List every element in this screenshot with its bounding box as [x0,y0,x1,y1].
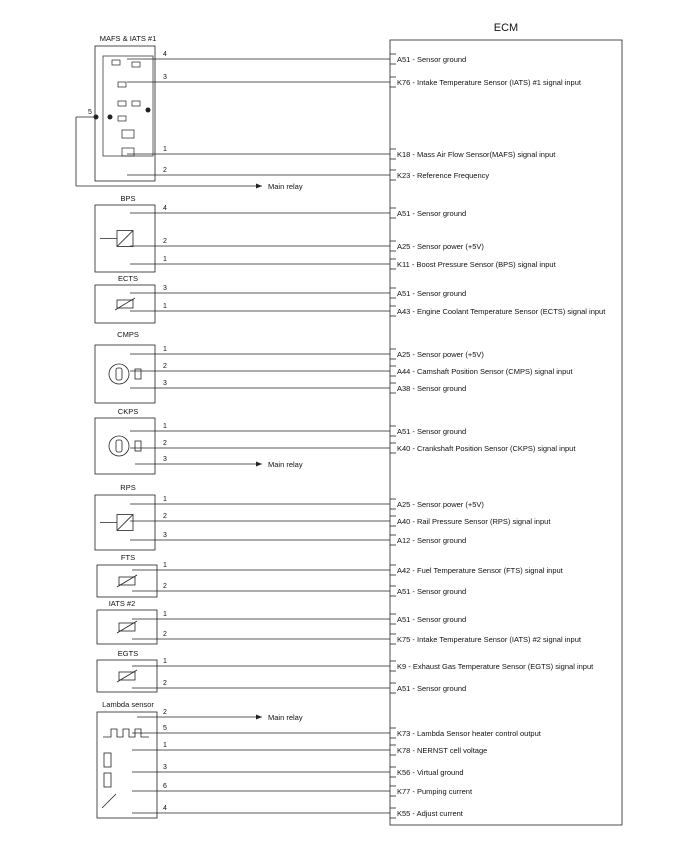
ecm-signal-label: K77 - Pumping current [397,787,473,796]
pin-number: 2 [163,583,167,590]
pin-number: 1 [163,346,167,353]
ecm-signal-label: A51 - Sensor ground [397,289,467,298]
pin-number: 3 [163,764,167,771]
ecm-signal-label: A25 - Sensor power (+5V) [397,242,484,251]
ecm-signal-label: A12 - Sensor ground [397,536,467,545]
pin-number: 1 [163,742,167,749]
ecm-signal-label: K23 - Reference Frequency [397,171,490,180]
sensor-label: ECTS [117,274,139,283]
sensor-label: MAFS & IATS #1 [99,34,157,43]
sensor-label: EGTS [117,649,139,658]
ecm-signal-label: A51 - Sensor ground [397,209,467,218]
pin-number: 3 [163,380,167,387]
arrow-head [256,715,262,720]
pin-number: 5 [88,109,92,116]
pin-number: 2 [163,167,167,174]
pin-number: 1 [163,146,167,153]
arrow-head [256,184,262,189]
junction-dot [146,108,151,113]
ecm-signal-label: A44 - Camshaft Position Sensor (CMPS) signal input [397,367,573,376]
ecm-signal-label: A25 - Sensor power (+5V) [397,500,484,509]
ecm-signal-label: K40 - Crankshaft Position Sensor (CKPS) signal input [397,444,576,453]
ecm-signal-label: K56 - Virtual ground [397,768,464,777]
pin-number: 1 [163,562,167,569]
pin-number: 2 [163,709,167,716]
sensor-label: CMPS [117,330,139,339]
ecm-signal-label: A51 - Sensor ground [397,55,467,64]
ecm-signal-label: K78 - NERNST cell voltage [397,746,488,755]
pin-number: 2 [163,680,167,687]
pin-number: 2 [163,440,167,447]
pin-number: 1 [163,658,167,665]
sensor-label: BPS [120,194,136,203]
pin-number: 1 [163,496,167,503]
pin-number: 1 [163,611,167,618]
ecm-signal-label: A51 - Sensor ground [397,587,467,596]
ecm-signal-label: K75 - Intake Temperature Sensor (IATS) #2 signal input [397,635,581,644]
ecm-signal-label: K55 - Adjust current [397,809,463,818]
ecm-signal-label: K73 - Lambda Sensor heater control output [397,729,541,738]
ecm-signal-label: K76 - Intake Temperature Sensor (IATS) #1 signal input [397,78,581,87]
pin-number: 3 [163,74,167,81]
pin-number: 1 [163,256,167,263]
main-relay-label: Main relay [268,182,303,191]
sensor-label: CKPS [117,407,139,416]
pin-number: 4 [163,205,167,212]
pin-number: 3 [163,532,167,539]
main-relay-label: Main relay [268,460,303,469]
pin-number: 5 [163,725,167,732]
pin-number: 2 [163,363,167,370]
sensor-label: RPS [120,483,136,492]
ecm-signal-label: A38 - Sensor ground [397,384,467,393]
ecm-signal-label: A40 - Rail Pressure Sensor (RPS) signal input [397,517,551,526]
junction-dot [108,115,113,120]
ecm-signal-label: K9 - Exhaust Gas Temperature Sensor (EGTS) signal input [397,662,594,671]
ecm-signal-label: A43 - Engine Coolant Temperature Sensor (ECTS) signal input [397,307,606,316]
pin-number: 2 [163,238,167,245]
arrow-head [256,462,262,467]
ecm-signal-label: K11 - Boost Pressure Sensor (BPS) signal input [397,260,556,269]
sensor-label: Lambda sensor [102,700,154,709]
pin-number: 4 [163,51,167,58]
sensor-box [95,418,155,474]
pin-number: 2 [163,631,167,638]
pin-number: 3 [163,285,167,292]
ecm-signal-label: A51 - Sensor ground [397,615,467,624]
sensor-box [95,46,155,181]
pin-number: 1 [163,423,167,430]
pin-number: 1 [163,303,167,310]
sensor-box [97,712,157,818]
ecm-signal-label: A51 - Sensor ground [397,427,467,436]
main-relay-label: Main relay [268,713,303,722]
ecm-signal-label: A51 - Sensor ground [397,684,467,693]
pin-number: 4 [163,805,167,812]
ecm-signal-label: A42 - Fuel Temperature Sensor (FTS) signal input [397,566,563,575]
ecm-title: ECM [493,22,519,34]
pin-number: 3 [163,456,167,463]
sensor-label: IATS #2 [108,599,136,608]
ecm-signal-label: A25 - Sensor power (+5V) [397,350,484,359]
pin-number: 6 [163,783,167,790]
ecm-signal-label: K18 - Mass Air Flow Sensor(MAFS) signal input [397,150,556,159]
sensor-label: FTS [120,553,136,562]
pin-number: 2 [163,513,167,520]
